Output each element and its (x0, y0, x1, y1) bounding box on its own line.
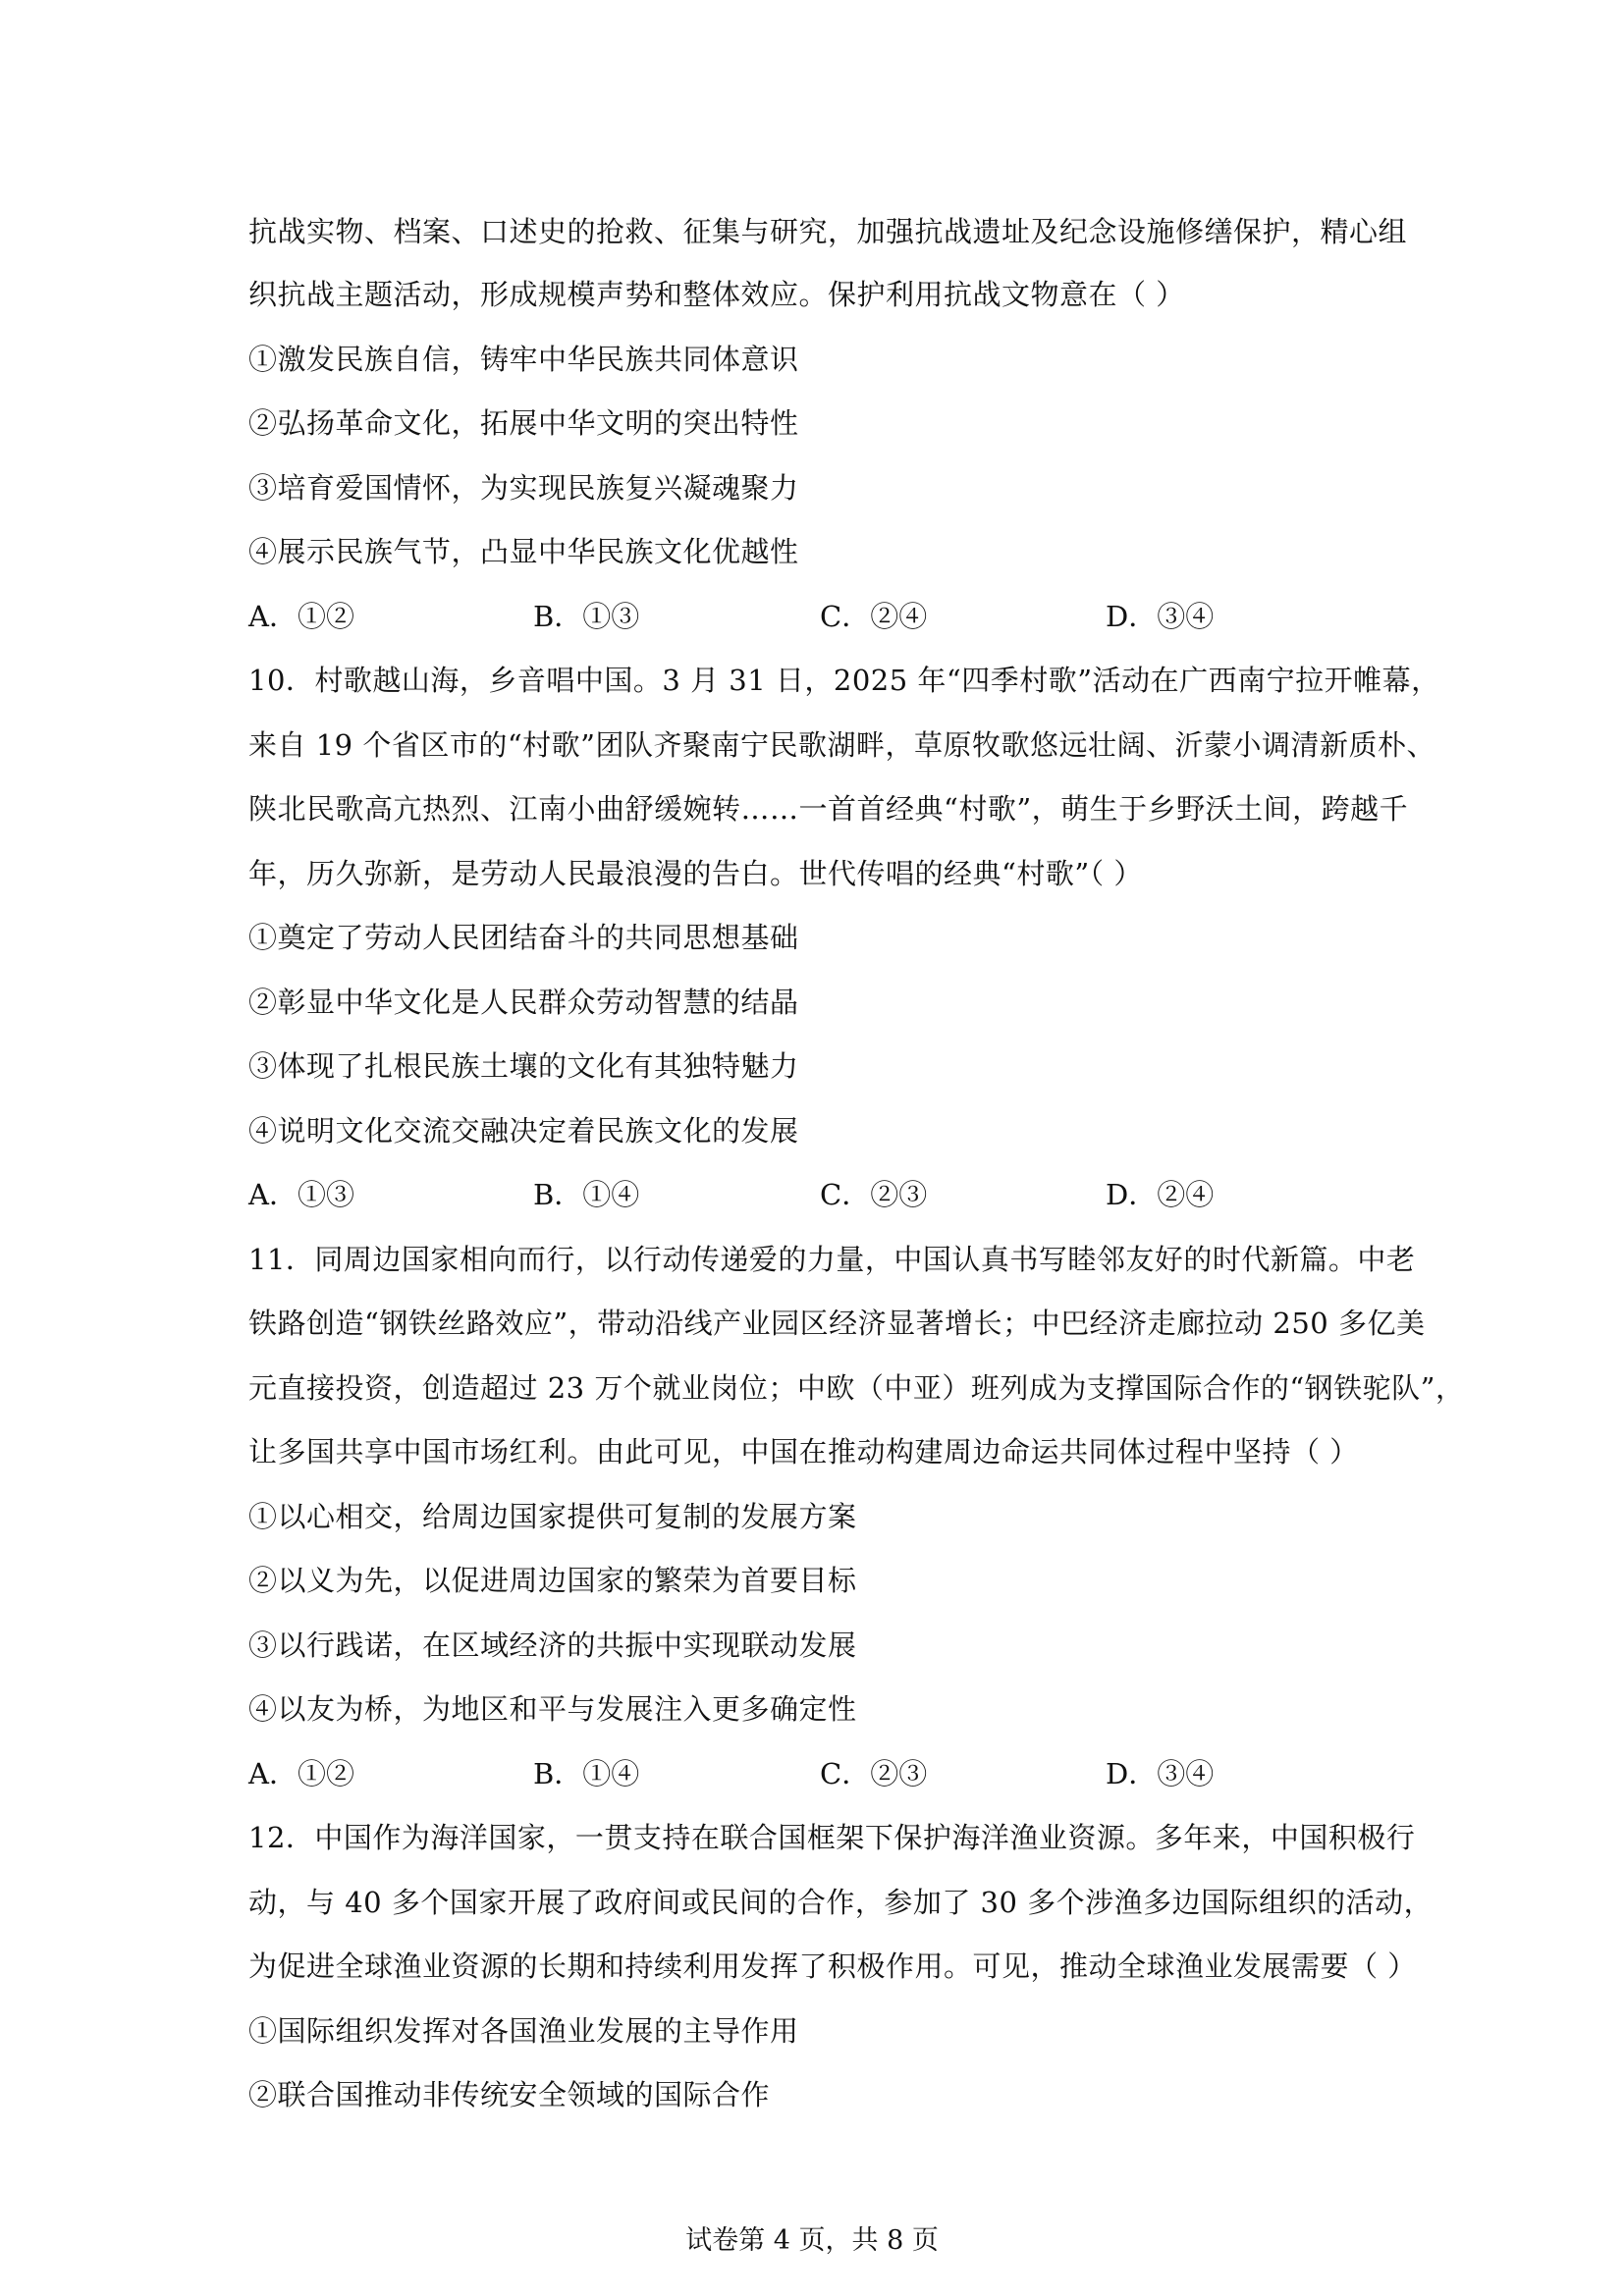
choice-statement-4: ④说明文化交流交融决定着民族文化的发展 (248, 1114, 799, 1148)
choice-statement-2: ②以义为先，以促进周边国家的繁荣为首要目标 (248, 1564, 857, 1597)
option-d[interactable]: D．②④ (1106, 1178, 1215, 1211)
choice-statement-1: ①国际组织发挥对各国渔业发展的主导作用 (248, 2014, 799, 2048)
option-a[interactable]: A．①② (248, 1757, 354, 1790)
stem-line: 织抗战主题活动，形成规模声势和整体效应。保护利用抗战文物意在（ ） (248, 278, 1185, 311)
stem-line: 抗战实物、档案、口述史的抢救、征集与研究，加强抗战遗址及纪念设施修缮保护，精心组 (248, 215, 1408, 248)
stem-line: 11．同周边国家相向而行，以行动传递爱的力量，中国认真书写睦邻友好的时代新篇。中老 (248, 1243, 1416, 1276)
choice-statement-1: ①奠定了劳动人民团结奋斗的共同思想基础 (248, 921, 799, 954)
stem-line: 铁路创造“钢铁丝路效应”，带动沿线产业园区经济显著增长；中巴经济走廊拉动 250 多亿美 (248, 1307, 1426, 1340)
stem-line: 10．村歌越山海，乡音唱中国。3 月 31 日，2025 年“四季村歌”活动在广西南宁拉开帷幕， (248, 664, 1440, 697)
page-footer: 试卷第 4 页，共 8 页 (685, 2225, 939, 2256)
option-b[interactable]: B．①④ (533, 1757, 640, 1790)
choice-statement-3: ③体现了扎根民族土壤的文化有其独特魅力 (248, 1049, 799, 1083)
option-d[interactable]: D．③④ (1106, 1757, 1215, 1790)
choice-statement-3: ③以行践诺，在区域经济的共振中实现联动发展 (248, 1629, 857, 1662)
stem-line: 让多国共享中国市场红利。由此可见，中国在推动构建周边命运共同体过程中坚持（ ） (248, 1435, 1359, 1468)
stem-line: 陕北民歌高亢热烈、江南小曲舒缓婉转……一首首经典“村歌”，萌生于乡野沃土间，跨越千 (248, 792, 1409, 826)
option-a[interactable]: A．①② (248, 600, 354, 633)
choice-statement-1: ①以心相交，给周边国家提供可复制的发展方案 (248, 1500, 857, 1533)
choice-statement-2: ②彰显中华文化是人民群众劳动智慧的结晶 (248, 986, 799, 1019)
option-c[interactable]: C．②③ (820, 1178, 928, 1211)
stem-line: 年，历久弥新，是劳动人民最浪漫的告白。世代传唱的经典“村歌”（ ） (248, 857, 1143, 890)
choice-statement-4: ④展示民族气节，凸显中华民族文化优越性 (248, 535, 799, 568)
stem-line: 元直接投资，创造超过 23 万个就业岗位；中欧（中亚）班列成为支撑国际合作的“钢铁驼队”， (248, 1371, 1465, 1405)
stem-line: 动，与 40 多个国家开展了政府间或民间的合作，参加了 30 多个涉渔多边国际组织的活动， (248, 1886, 1434, 1919)
choice-statement-2: ②弘扬革命文化，拓展中华文明的突出特性 (248, 406, 799, 440)
option-b[interactable]: B．①③ (533, 600, 640, 633)
choice-statement-1: ①激发民族自信，铸牢中华民族共同体意识 (248, 343, 799, 376)
choice-statement-4: ④以友为桥，为地区和平与发展注入更多确定性 (248, 1692, 857, 1726)
option-a[interactable]: A．①③ (248, 1178, 354, 1211)
option-c[interactable]: C．②③ (820, 1757, 928, 1790)
stem-line: 来自 19 个省区市的“村歌”团队齐聚南宁民歌湖畔，草原牧歌悠远壮阔、沂蒙小调清新质朴、 (248, 728, 1435, 762)
choice-statement-3: ③培育爱国情怀，为实现民族复兴凝魂聚力 (248, 471, 799, 505)
stem-line: 为促进全球渔业资源的长期和持续利用发挥了积极作用。可见，推动全球渔业发展需要（ ） (248, 1949, 1417, 1983)
stem-line: 12．中国作为海洋国家，一贯支持在联合国框架下保护海洋渔业资源。多年来，中国积极行 (248, 1821, 1416, 1854)
option-c[interactable]: C．②④ (820, 600, 928, 633)
choice-statement-2: ②联合国推动非传统安全领域的国际合作 (248, 2078, 771, 2111)
option-d[interactable]: D．③④ (1106, 600, 1215, 633)
option-b[interactable]: B．①④ (533, 1178, 640, 1211)
